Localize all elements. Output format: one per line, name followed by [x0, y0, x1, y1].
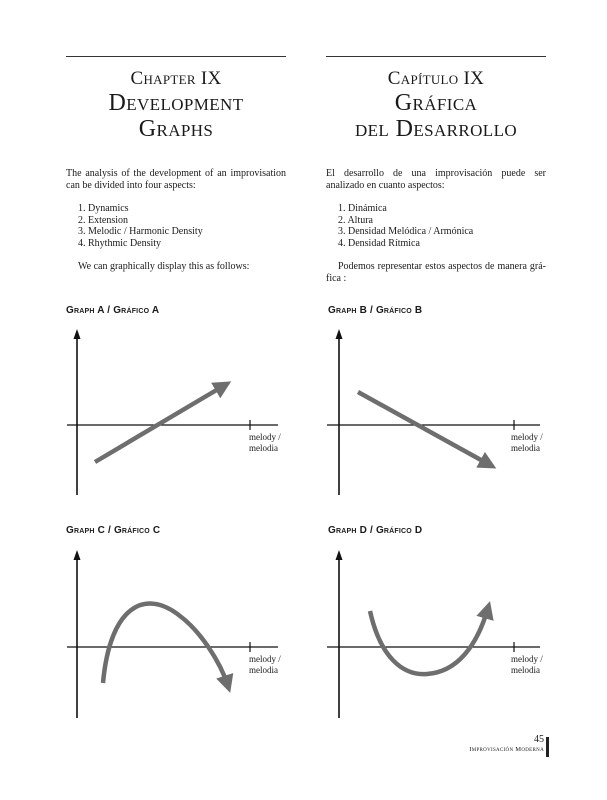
graph-heading: Graph A / Gráfico A: [66, 305, 160, 316]
x-axis-label-line: melodia: [511, 665, 540, 675]
graph-heading: Graph D / Gráfico D: [328, 525, 423, 536]
running-footer-title: Improvisación Moderna: [469, 746, 544, 753]
list-item: 2. Extension: [78, 214, 128, 226]
chapter-title-line: del Desarrollo: [354, 116, 518, 142]
x-axis-label-line: melody /: [511, 654, 543, 664]
development-curve: [103, 604, 228, 686]
graph-heading: Graph C / Gráfico C: [66, 525, 161, 536]
development-curve: [370, 608, 488, 674]
intro-paragraph: The analysis of the development of an improvisation can be divided into four aspects:: [66, 168, 286, 192]
chapter-title: [326, 90, 546, 142]
graph-heading: Graph B / Gráfico B: [328, 305, 423, 316]
y-axis-arrow-icon: [74, 329, 81, 339]
list-item: 3. Densidad Melódica / Armónica: [338, 226, 474, 238]
development-curve: [95, 385, 225, 462]
x-axis-label-line: melodia: [511, 443, 540, 453]
y-axis-arrow-icon: [74, 550, 81, 560]
aspect-list: [78, 203, 286, 249]
list-item: 1. Dynamics: [78, 203, 129, 214]
x-axis-label: [511, 432, 543, 454]
y-axis-arrow-icon: [336, 550, 343, 560]
graph-d: [322, 546, 552, 721]
graph-c: [60, 546, 290, 721]
x-axis-label-line: melodia: [249, 443, 278, 453]
list-item: 3. Melodic / Harmonic Density: [78, 226, 203, 238]
chapter-title-line: Graphs: [138, 116, 214, 142]
x-axis-label-line: melody /: [249, 654, 281, 664]
x-axis-label: [511, 654, 543, 676]
chapter-title: [66, 90, 286, 142]
list-item: 4. Rhythmic Density: [78, 237, 162, 249]
top-rule-left: [66, 56, 286, 57]
x-axis-label-line: melodia: [249, 665, 278, 675]
x-axis-label-line: melody /: [511, 432, 543, 442]
closing-paragraph: Podemos representar estos aspectos de manera grá-fica :: [326, 261, 546, 285]
development-curve: [358, 392, 490, 465]
x-axis-label-line: melody /: [249, 432, 281, 442]
chapter-label: Chapter IX: [130, 68, 222, 89]
chapter-title-line: Gráfica: [394, 90, 478, 116]
chapter-title-line: Development: [108, 90, 244, 116]
list-item: 4. Densidad Rítmica: [338, 237, 420, 249]
graph-a: [60, 325, 290, 500]
list-item: 2. Altura: [338, 214, 373, 226]
x-axis-label: [249, 654, 281, 676]
intro-paragraph: El desarrollo de una improvisación puede ser analizado en cuanto aspectos:: [326, 168, 546, 192]
x-axis-label: [249, 432, 281, 454]
list-item: 1. Dinámica: [338, 203, 387, 214]
y-axis-arrow-icon: [336, 329, 343, 339]
closing-paragraph: We can graphically display this as follows:: [78, 261, 250, 272]
top-rule-right: [326, 56, 546, 57]
page-number: 45: [534, 734, 544, 745]
aspect-list: [338, 203, 546, 249]
chapter-label: Capítulo IX: [387, 68, 485, 89]
footer-bar: [546, 737, 549, 757]
graph-b: [322, 325, 552, 500]
